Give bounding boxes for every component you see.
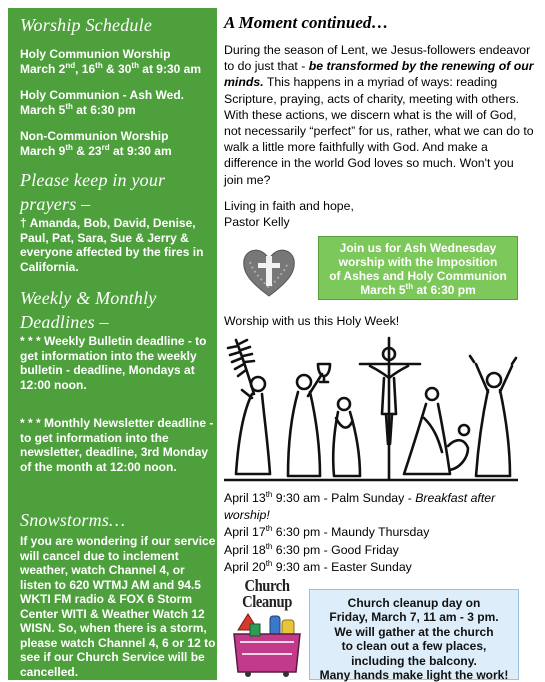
schedule-row-good-friday: April 18th 6:30 pm - Good Friday [224, 541, 399, 557]
ash-wednesday-worship: Holy Communion - Ash Wed. March 5th at 6:30 pm [20, 88, 184, 117]
closing-signature: Living in faith and hope, Pastor Kelly [224, 198, 354, 230]
deadlines-heading: Weekly & Monthly Deadlines – [20, 288, 157, 332]
church-cleanup-art-text: Church Cleanup [242, 576, 292, 611]
monthly-deadline: * * * Monthly Newsletter deadline - to get information into the newsletter, deadline, 3rd Monday of the month at 12:00 noon. [20, 416, 214, 474]
non-communion-worship: Non-Communion Worship March 9th & 23rd at 9:30 am [20, 129, 172, 158]
ash-heart-cross-icon [240, 244, 298, 300]
sidebar [8, 8, 217, 680]
church-cleanup-clipart [230, 578, 304, 680]
cleaning-supplies-icon [230, 610, 304, 678]
ash-wednesday-box: Join us for Ash Wednesday worship with the Imposition of Ashes and Holy Communion March 5th at 6:30 pm [318, 236, 518, 300]
schedule-row-easter-sunday: April 20th 9:30 am - Easter Sunday [224, 558, 412, 574]
snowstorms-heading: Snowstorms… [20, 510, 126, 530]
prayer-list: † Amanda, Bob, David, Denise, Paul, Pat, Sara, Sue & Jerry & everyone affected by the fires in California. [20, 216, 204, 274]
main-column [224, 8, 536, 230]
worship-schedule-heading: Worship Schedule [20, 15, 153, 35]
schedule-row-maundy-thursday: April 17th 6:30 pm - Maundy Thursday [224, 524, 430, 540]
schedule-row-palm-sunday: April 13th 9:30 am - Palm Sunday - Breakfast after worship! [224, 489, 496, 523]
moment-title: A Moment continued… [224, 13, 389, 32]
prayers-heading: Please keep in your prayers – [20, 170, 166, 214]
church-cleanup-box: Church cleanup day on Friday, March 7, 11 am - 3 pm. We will gather at the church to clean out a few places, including the balcony. Many hands make light the work! [309, 589, 519, 680]
holy-communion-worship: Holy Communion Worship March 2nd, 16th & 30th at 9:30 am [20, 47, 202, 76]
holy-week-illustration [224, 334, 518, 484]
weekly-deadline: * * * Weekly Bulletin deadline - to get information into the weekly bulletin - deadline, Mondays at 12:00 noon. [20, 334, 207, 392]
holy-week-schedule [224, 490, 534, 576]
moment-paragraph: During the season of Lent, we Jesus-followers endeavor to do just that - be transformed by the renewing of our minds. This happens in a myriad of ways: reading Scripture, praying, acts of charity, meeting with others. With these actions, we discern what is the will of God, not necessarily “perfect” for us, rather, what we can do to walk a little more faithfully with God. And make a difference in the world God loves so much. Won't you join me? [224, 43, 534, 187]
holy-week-heading: Worship with us this Holy Week! [224, 314, 400, 328]
snowstorms-text: If you are wondering if our service will cancel due to inclement weather, watch Channel 4, or listen to 620 WTMJ AM and 94.5 WKTI FM radio & FOX 6 Storm Center WITI & Weather Watch 12 WISN. So, when there is a storm, please watch Channel 4, 6 or 12 to see if our Church Service will be cancelled. [20, 534, 216, 679]
